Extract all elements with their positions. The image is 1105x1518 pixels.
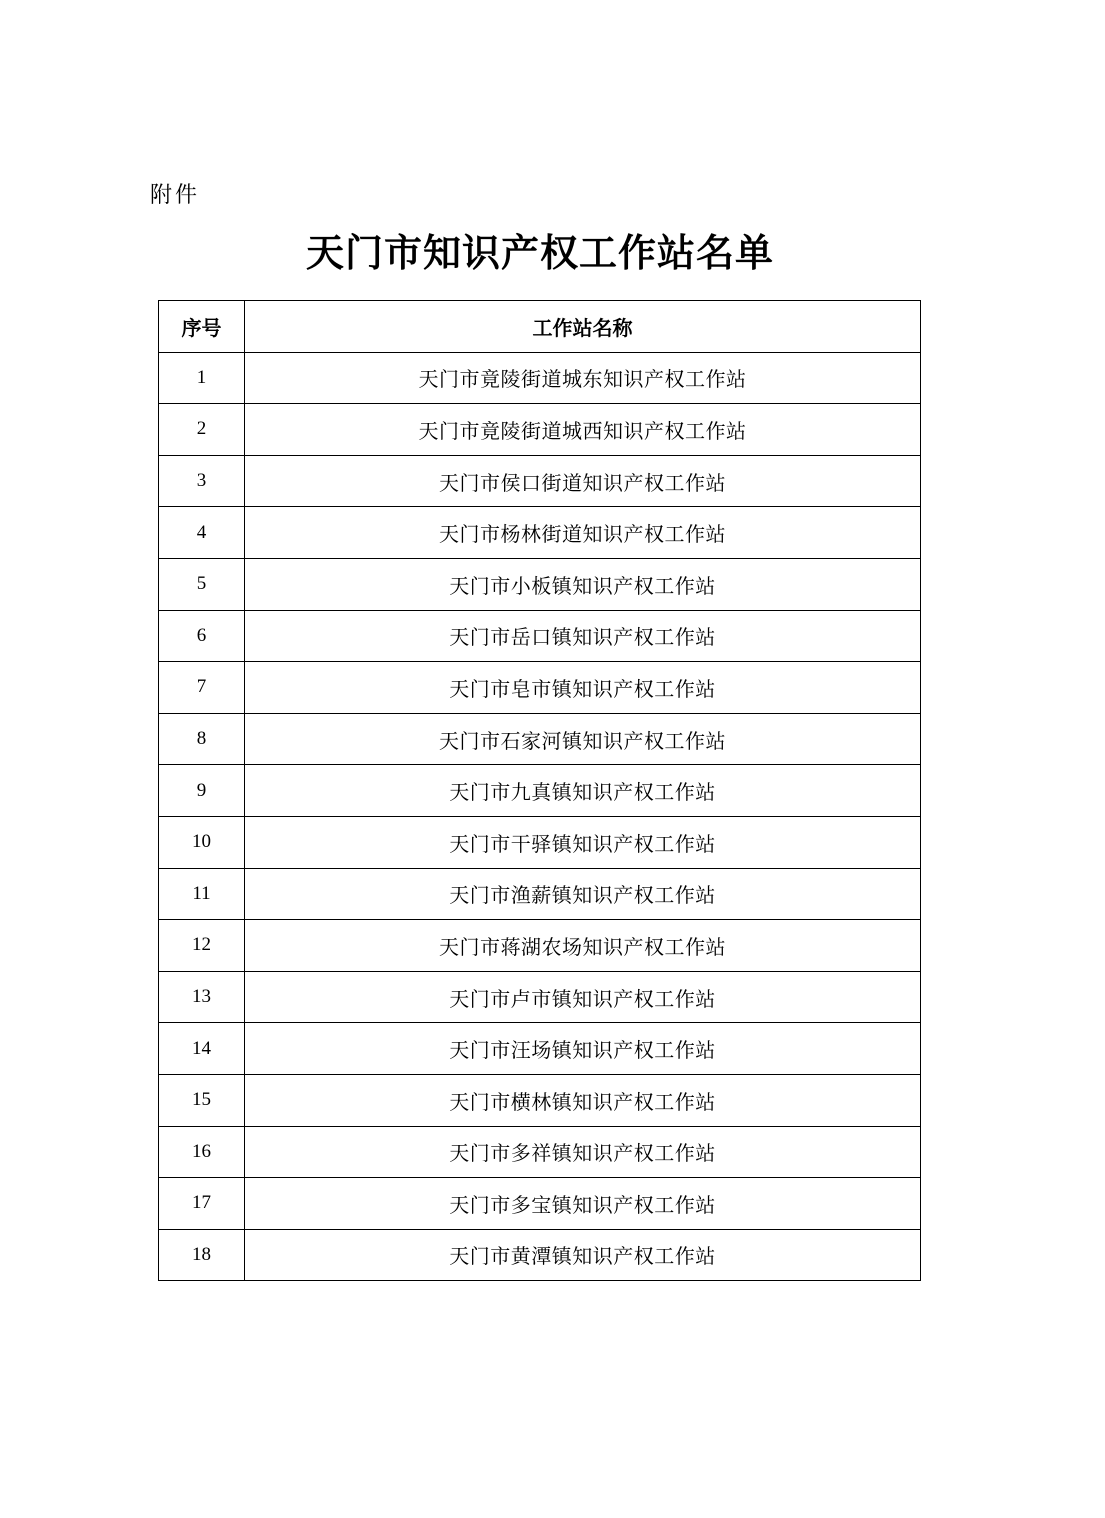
table-row	[159, 816, 921, 868]
row-station-name: 天门市干驿镇知识产权工作站	[245, 816, 921, 868]
table-row	[159, 920, 921, 972]
table-row	[159, 558, 921, 610]
row-index: 8	[159, 713, 245, 765]
row-station-name: 天门市卢市镇知识产权工作站	[245, 971, 921, 1023]
table-row	[159, 507, 921, 559]
row-index: 5	[159, 558, 245, 610]
row-index: 12	[159, 920, 245, 972]
document-title: 天门市知识产权工作站名单	[305, 231, 774, 275]
row-index: 2	[159, 404, 245, 456]
row-station-name: 天门市杨林街道知识产权工作站	[245, 507, 921, 559]
row-station-name: 天门市黄潭镇知识产权工作站	[245, 1229, 921, 1281]
table-row	[159, 610, 921, 662]
table-row	[159, 1126, 921, 1178]
row-index: 16	[159, 1126, 245, 1178]
row-station-name: 天门市渔薪镇知识产权工作站	[245, 868, 921, 920]
row-station-name: 天门市竟陵街道城东知识产权工作站	[245, 352, 921, 404]
header-name: 工作站名称	[245, 301, 921, 353]
table-row	[159, 404, 921, 456]
row-index: 15	[159, 1074, 245, 1126]
row-index: 1	[159, 352, 245, 404]
row-index: 17	[159, 1178, 245, 1230]
row-station-name: 天门市多宝镇知识产权工作站	[245, 1178, 921, 1230]
row-station-name: 天门市汪场镇知识产权工作站	[245, 1023, 921, 1075]
table-row	[159, 868, 921, 920]
row-station-name: 天门市侯口街道知识产权工作站	[245, 455, 921, 507]
table-row	[159, 971, 921, 1023]
row-station-name: 天门市石家河镇知识产权工作站	[245, 713, 921, 765]
row-station-name: 天门市小板镇知识产权工作站	[245, 558, 921, 610]
row-station-name: 天门市岳口镇知识产权工作站	[245, 610, 921, 662]
row-station-name: 天门市横林镇知识产权工作站	[245, 1074, 921, 1126]
row-station-name: 天门市多祥镇知识产权工作站	[245, 1126, 921, 1178]
row-index: 4	[159, 507, 245, 559]
row-index: 18	[159, 1229, 245, 1281]
table-row	[159, 1178, 921, 1230]
table-body	[159, 352, 921, 1281]
row-index: 9	[159, 765, 245, 817]
header-index: 序号	[159, 301, 245, 353]
station-table	[158, 300, 921, 1281]
row-index: 6	[159, 610, 245, 662]
table-row	[159, 455, 921, 507]
row-index: 11	[159, 868, 245, 920]
table-row	[159, 1074, 921, 1126]
table-row	[159, 765, 921, 817]
row-station-name: 天门市九真镇知识产权工作站	[245, 765, 921, 817]
attachment-label: 附件	[150, 183, 201, 208]
table-row	[159, 662, 921, 714]
row-station-name: 天门市蒋湖农场知识产权工作站	[245, 920, 921, 972]
table-row	[159, 713, 921, 765]
row-index: 10	[159, 816, 245, 868]
table-row	[159, 1023, 921, 1075]
table-row	[159, 352, 921, 404]
row-station-name: 天门市竟陵街道城西知识产权工作站	[245, 404, 921, 456]
row-station-name: 天门市皂市镇知识产权工作站	[245, 662, 921, 714]
table-header-row	[159, 301, 921, 353]
row-index: 14	[159, 1023, 245, 1075]
table-row	[159, 1229, 921, 1281]
row-index: 13	[159, 971, 245, 1023]
row-index: 7	[159, 662, 245, 714]
row-index: 3	[159, 455, 245, 507]
